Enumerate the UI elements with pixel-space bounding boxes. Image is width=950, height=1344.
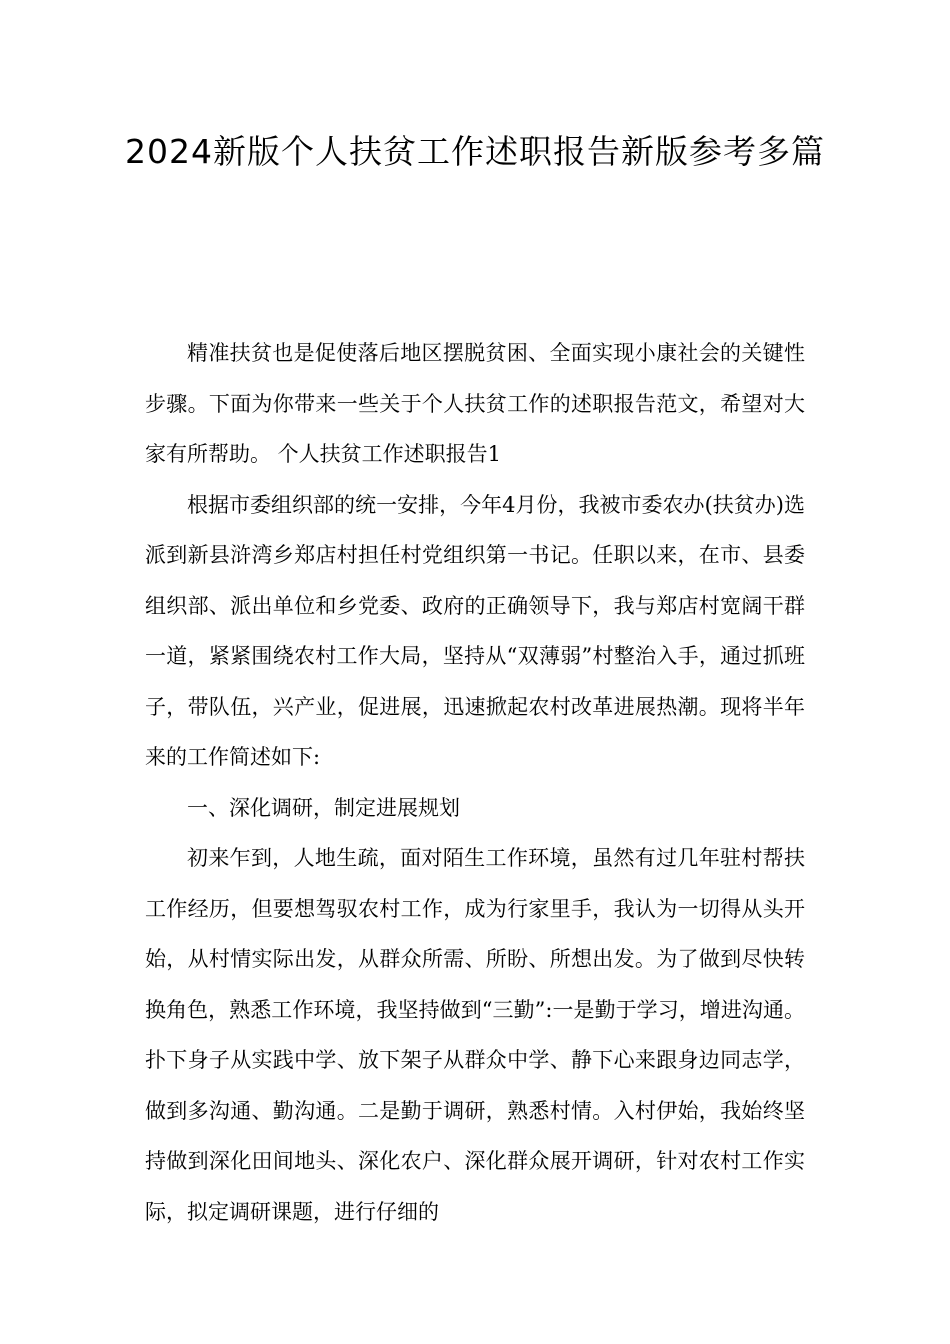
- paragraph-background: 根据市委组织部的统一安排，今年4月份，我被市委农办(扶贫办)选派到新县浒湾乡郑店村担任村党组织第一书记。任职以来，在市、县委组织部、派出单位和乡党委、政府的正确领导下，我与郑店村宽阔干群一道，紧紧围绕农村工作大局，坚持从“双薄弱”村整治入手，通过抓班子，带队伍，兴产业，促进展，迅速掀起农村改革进展热潮。现将半年来的工作简述如下:: [145, 492, 805, 769]
- section-heading: 一、深化调研，制定进展规划: [187, 795, 460, 820]
- document-body: [145, 328, 805, 1237]
- paragraph-intro: 精准扶贫也是促使落后地区摆脱贫困、全面实现小康社会的关键性步骤。下面为你带来一些关于个人扶贫工作的述职报告范文，希望对大家有所帮助。 个人扶贫工作述职报告1: [145, 341, 805, 466]
- paragraph-research: 初来乍到，人地生疏，面对陌生工作环境，虽然有过几年驻村帮扶工作经历，但要想驾驭农村工作，成为行家里手，我认为一切得从头开始，从村情实际出发，从群众所需、所盼、所想出发。为了做到尽快转换角色，熟悉工作环境，我坚持做到“三勤”:一是勤于学习，增进沟通。扑下身子从实践中学、放下架子从群众中学、静下心来跟身边同志学，做到多沟通、勤沟通。二是勤于调研，熟悉村情。入村伊始，我始终坚持做到深化田间地头、深化农户、深化群众展开调研，针对农村工作实际，拟定调研课题，进行仔细的: [145, 846, 805, 1224]
- document-title: 2024新版个人扶贫工作述职报告新版参考多篇: [125, 132, 825, 171]
